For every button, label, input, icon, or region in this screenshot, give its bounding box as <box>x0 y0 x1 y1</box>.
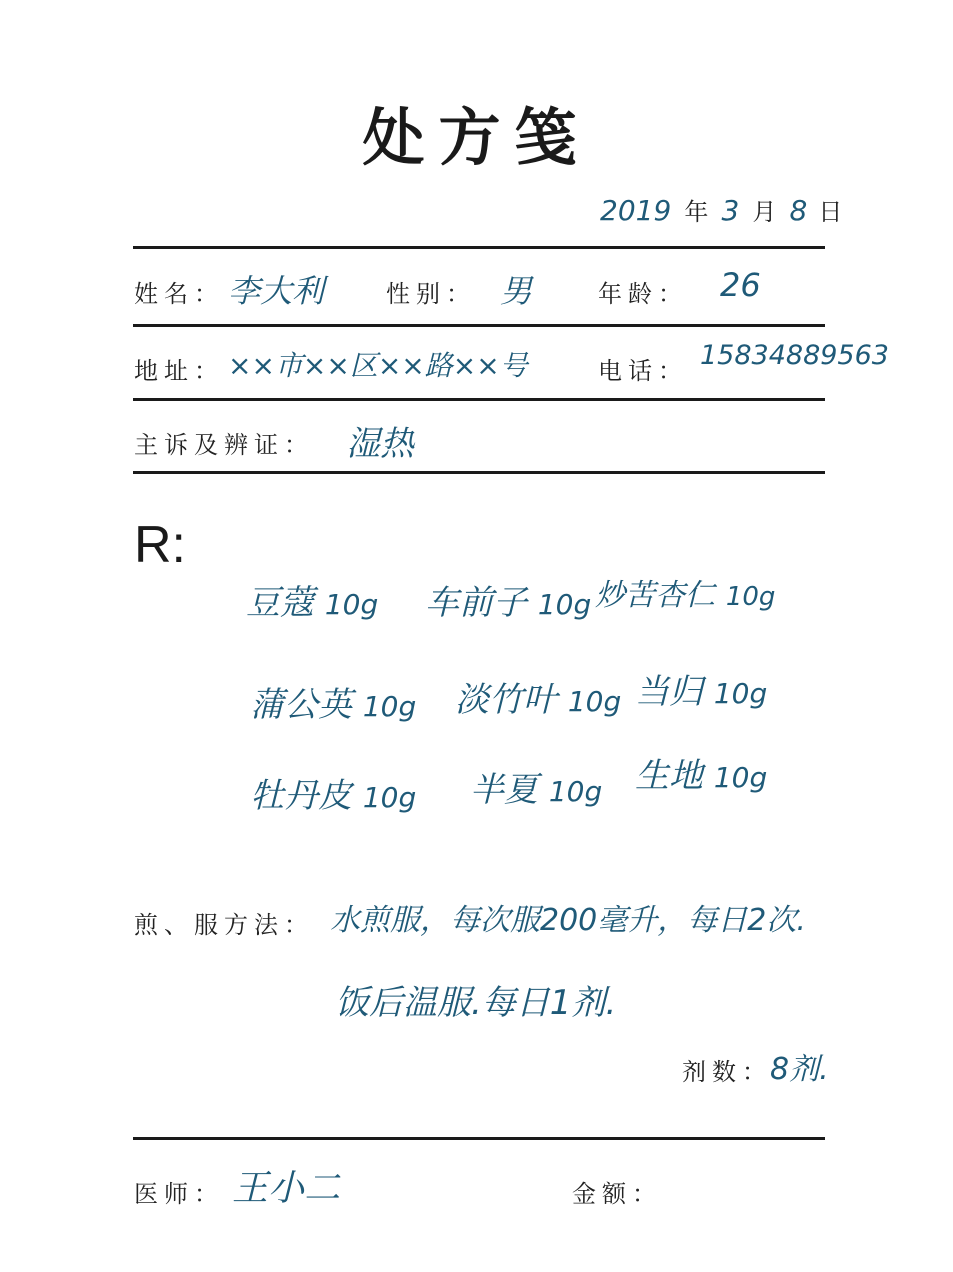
age-label: 年龄： <box>598 280 688 308</box>
doses-value: 8剂. <box>770 1052 829 1087</box>
herb-item <box>250 768 416 817</box>
address-value: ××市××区××路××号 <box>228 349 528 382</box>
herb-name: 当归 <box>635 672 703 712</box>
herb-name: 牡丹皮 <box>250 776 352 816</box>
divider-row3 <box>133 471 825 474</box>
herb-item <box>595 570 775 614</box>
herb-item <box>246 575 378 624</box>
herb-dose: 10g <box>725 582 776 612</box>
method-label: 煎、服方法： <box>134 911 314 939</box>
date-month-unit: 月 <box>752 198 777 226</box>
doctor-label: 医师： <box>134 1180 224 1208</box>
gender-value: 男 <box>500 272 533 310</box>
rx-symbol: R: <box>134 516 186 574</box>
herb-dose: 10g <box>324 588 379 621</box>
herb-dose: 10g <box>713 677 768 710</box>
date-row <box>600 192 842 227</box>
doctor-signature: 王小二 <box>232 1168 341 1209</box>
gender-label: 性别： <box>386 280 476 308</box>
divider-row1 <box>133 324 825 327</box>
complaint-label: 主诉及辨证： <box>134 431 314 459</box>
address-label: 地址： <box>134 357 224 385</box>
herb-name: 炒苦杏仁 <box>595 578 715 613</box>
date-day-unit: 日 <box>818 198 843 226</box>
herb-name: 淡竹叶 <box>455 680 557 720</box>
phone-value: 15834889563 <box>700 340 889 371</box>
divider-bottom <box>133 1137 825 1140</box>
herb-item <box>470 762 602 811</box>
age-value: 26 <box>720 266 761 304</box>
doses-label: 剂数： <box>682 1058 772 1086</box>
herb-dose: 10g <box>567 685 622 718</box>
herb-name: 蒲公英 <box>250 685 352 725</box>
page-title: 处方笺 <box>362 101 591 174</box>
date-year-unit: 年 <box>684 198 709 226</box>
herb-item <box>635 748 767 797</box>
herb-dose: 10g <box>537 588 592 621</box>
method-line-1: 水煎服，每次服200毫升，每日2次. <box>330 903 806 938</box>
herb-name: 车前子 <box>425 583 527 623</box>
complaint-value: 湿热 <box>346 424 414 464</box>
date-year: 2019 <box>600 194 672 227</box>
herb-item <box>455 672 621 721</box>
method-line-2: 饭后温服.每日1剂. <box>335 983 617 1023</box>
herb-item <box>250 677 416 726</box>
herb-item <box>635 664 767 713</box>
herb-dose: 10g <box>362 690 417 723</box>
herb-name: 半夏 <box>470 770 538 810</box>
herb-dose: 10g <box>548 775 603 808</box>
herb-item <box>425 575 591 624</box>
herb-name: 生地 <box>635 756 703 796</box>
date-day: 8 <box>789 194 808 227</box>
amount-label: 金额： <box>572 1180 662 1208</box>
herb-name: 豆蔻 <box>246 583 314 623</box>
name-value: 李大利 <box>228 272 325 310</box>
date-month: 3 <box>721 194 740 227</box>
divider-row2 <box>133 398 825 401</box>
herb-dose: 10g <box>362 781 417 814</box>
phone-label: 电话： <box>598 357 688 385</box>
herb-dose: 10g <box>713 761 768 794</box>
divider-top <box>133 246 825 249</box>
name-label: 姓名： <box>134 280 224 308</box>
